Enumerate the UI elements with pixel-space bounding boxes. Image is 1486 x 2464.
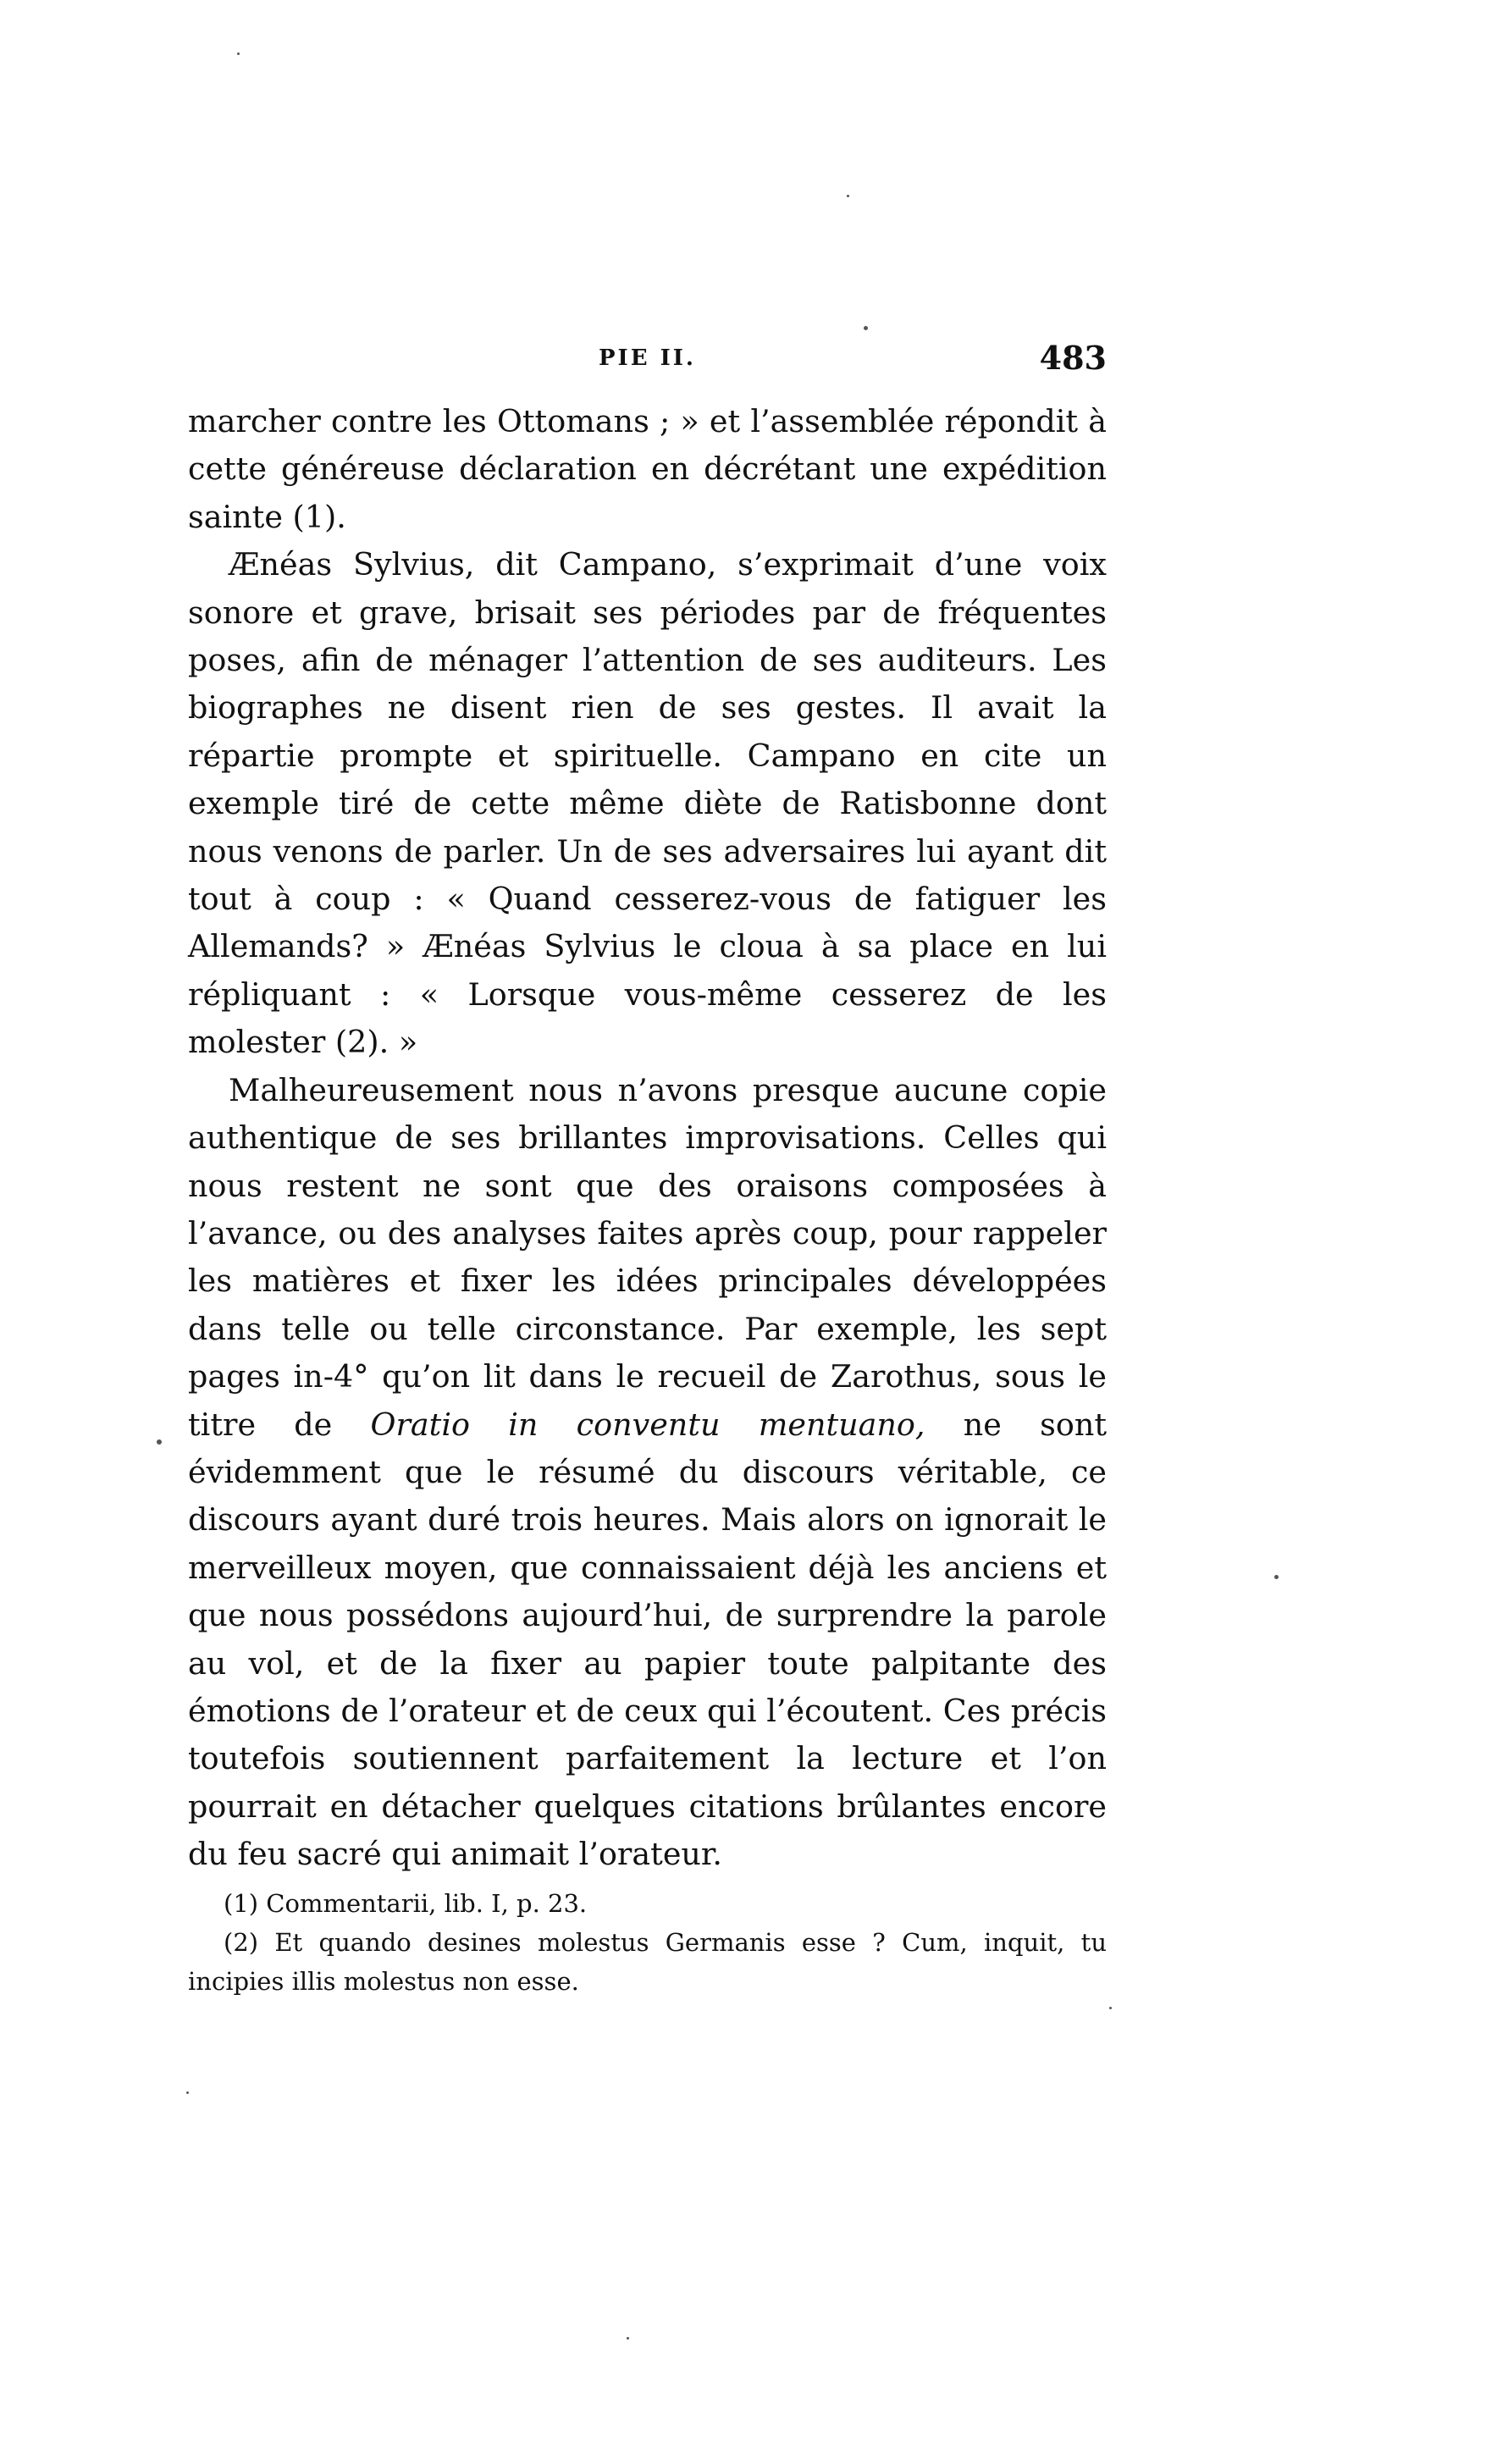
page-header — [188, 339, 1107, 389]
paragraph-1: marcher contre les Ottomans ; » et l’assemblée répondit à cette généreuse déclaration en décrétant une expédition sainte (1). — [188, 403, 1107, 535]
oration-title: Oratio in conventu mentuano, — [370, 1406, 925, 1443]
scan-speck — [186, 2091, 189, 2094]
scan-speck — [847, 195, 849, 197]
main-text — [188, 398, 1107, 1879]
scan-speck — [157, 1439, 162, 1445]
page-number: 483 — [1039, 339, 1107, 377]
scan-speck — [1274, 1575, 1279, 1579]
running-title: PIE II. — [599, 345, 696, 371]
scan-speck — [237, 52, 240, 55]
paragraph-3-text-a: Malheureusement nous n’avons presque aucune copie authentique de ses brillantes improvisations. Celles qui nous restent ne sont que des oraisons composées à l’avance, ou des analyses faites après coup, pour rappeler les matières et fixer les idées principales développées dans telle ou telle circonstance. Par exemple, les sept pages in-4° qu’on lit dans le recueil de Zarothus, sous le titre de — [188, 1071, 1107, 1443]
scan-speck — [864, 326, 868, 330]
footnote-2: (2) Et quando desines molestus Germanis esse ? Cum, inquit, tu incipies illis molestus non esse. — [188, 1928, 1107, 1996]
scan-speck — [627, 2337, 629, 2340]
paragraph-3 — [188, 1067, 1107, 1879]
footnotes — [188, 1884, 1107, 2001]
footnote-1: (1) Commentarii, lib. I, p. 23. — [224, 1889, 588, 1918]
scan-speck — [1109, 2007, 1112, 2009]
paragraph-3-text-b: ne sont évidemment que le résumé du discours véritable, ce discours ayant duré trois heures. Mais alors on ignorait le merveilleux moyen, que connaissaient déjà les anciens et que nous possédons aujourd’hui, de surprendre la parole au vol, et de la fixer au papier toute palpitante des émotions de l’orateur et de ceux qui l’écoutent. Ces précis toutefois soutiennent parfaitement la lecture et l’on pourrait en détacher quelques citations brûlantes encore du feu sacré qui animait l’orateur. — [188, 1406, 1107, 1873]
paragraph-2: Ænéas Sylvius, dit Campano, s’exprimait d’une voix sonore et grave, brisait ses périodes par de fréquentes poses, afin de ménager l’attention de ses auditeurs. Les biographes ne disent rien de ses gestes. Il avait la répartie prompte et spirituelle. Campano en cite un exemple tiré de cette même diète de Ratisbonne dont nous venons de parler. Un de ses adversaires lui ayant dit tout à coup : « Quand cesserez-vous de fatiguer les Allemands? » Ænéas Sylvius le cloua à sa place en lui répliquant : « Lorsque vous-même cesserez de les molester (2). » — [188, 546, 1107, 1061]
